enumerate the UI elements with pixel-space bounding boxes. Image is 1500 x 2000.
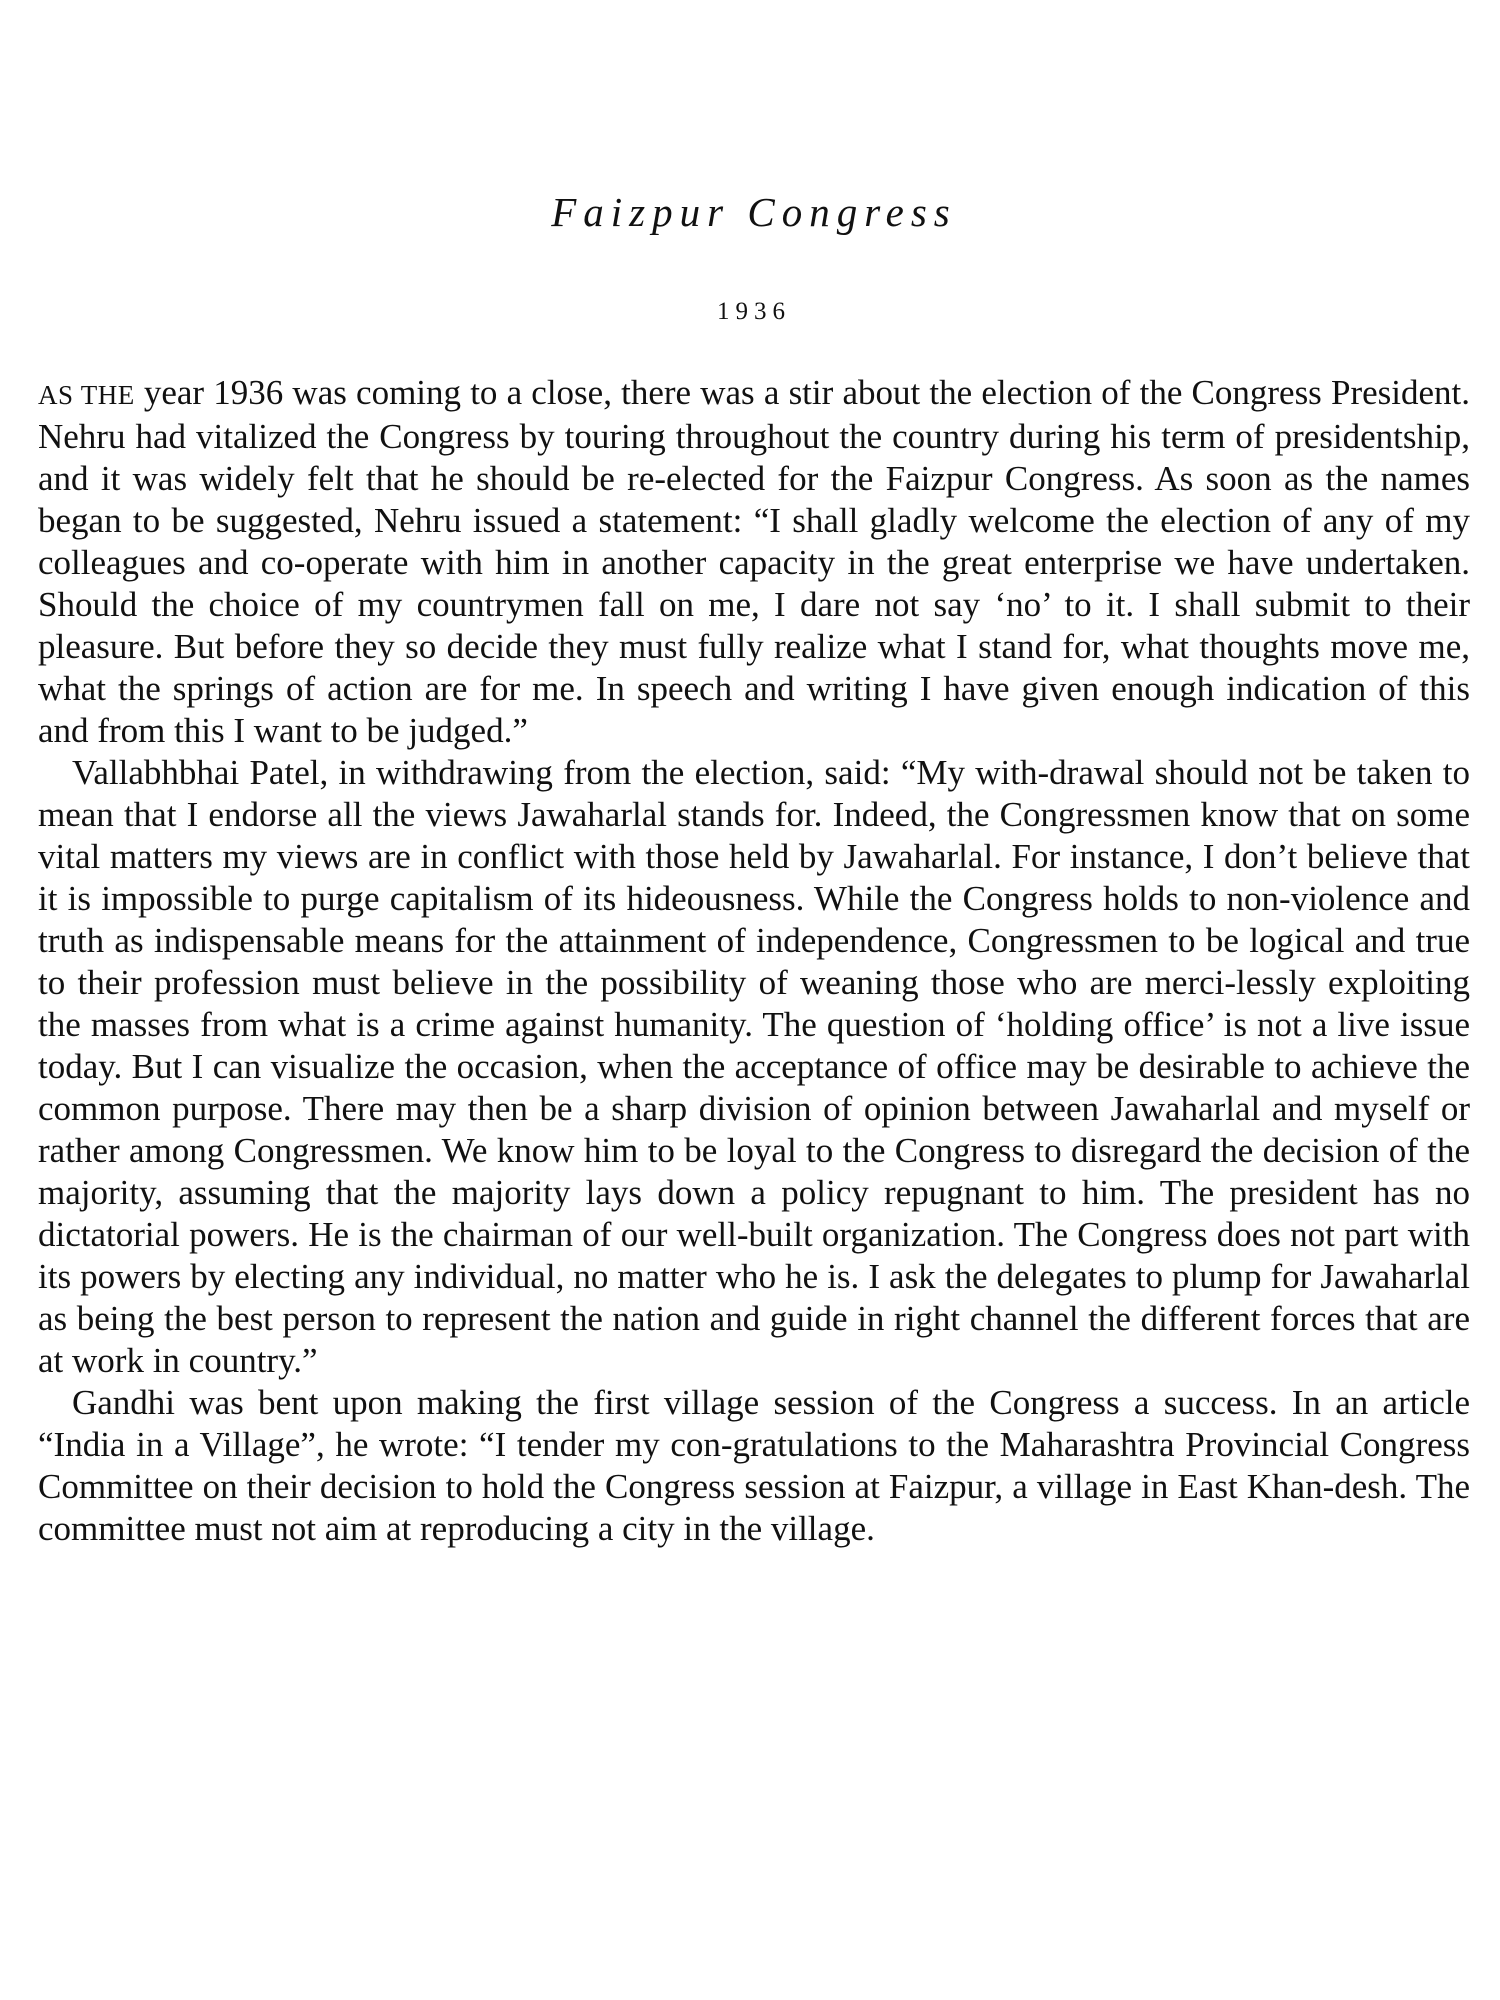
paragraph-1-text: year 1936 was coming to a close, there was a stir about the election of the Congress President. Nehru had vitalized the Congress by touring throughout the country during his term of presidentship, and it was widely felt that he should be re-elected for the Faizpur Congress. As soon as the names began to be suggested, Nehru issued a statement: “I shall gladly welcome the election of any of my colleagues and co-operate with him in another capacity in the great enterprise we have undertaken. Should the choice of my countrymen fall on me, I dare not say ‘no’ to it. I shall submit to their pleasure. But before they so decide they must fully realize what I stand for, what thoughts move me, what the springs of action are for me. In speech and writing I have given enough indication of this and from this I want to be judged.” <box>38 373 1470 750</box>
paragraph-3: Gandhi was bent upon making the first village session of the Congress a success. In an article “India in a Village”, he wrote: “I tender my con-gratulations to the Maharashtra Provincial Congress Committee on their decision to hold the Congress session at Faizpur, a village in East Khan-desh. The committee must not aim at reproducing a city in the village. <box>38 1383 1470 1548</box>
body-text <box>38 372 1470 1550</box>
chapter-title: Faizpur Congress <box>551 189 957 235</box>
paragraph-1 <box>38 372 1470 752</box>
book-page <box>38 0 1470 2000</box>
paragraph-1-lead: AS THE <box>38 380 135 410</box>
paragraph-2: Vallabhbhai Patel, in withdrawing from the election, said: “My with-drawal should not be taken to mean that I endorse all the views Jawaharlal stands for. Indeed, the Congressmen know that on some vital matters my views are in conflict with those held by Jawaharlal. For instance, I don’t believe that it is impossible to purge capitalism of its hideousness. While the Congress holds to non-violence and truth as indispensable means for the attainment of independence, Congressmen to be logical and true to their profession must believe in the possibility of weaning those who are merci-lessly exploiting the masses from what is a crime against humanity. The question of ‘holding office’ is not a live issue today. But I can visualize the occasion, when the acceptance of office may be desirable to achieve the common purpose. There may then be a sharp division of opinion between Jawaharlal and myself or rather among Congressmen. We know him to be loyal to the Congress to disregard the decision of the majority, assuming that the majority lays down a policy repugnant to him. The president has no dictatorial powers. He is the chairman of our well-built organization. The Congress does not part with its powers by electing any individual, no matter who he is. I ask the delegates to plump for Jawaharlal as being the best person to represent the nation and guide in right channel the different forces that are at work in country.” <box>38 753 1470 1380</box>
chapter-year: 1936 <box>717 298 791 325</box>
